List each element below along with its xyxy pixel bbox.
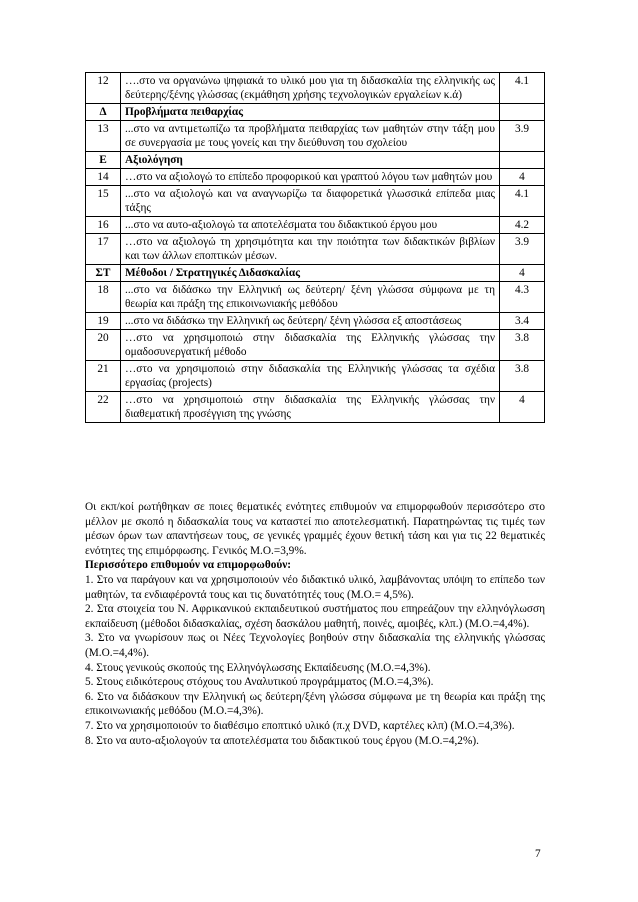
table-row — [86, 169, 545, 186]
row-number: 12 — [86, 73, 121, 104]
row-score: 3.9 — [500, 121, 545, 152]
row-number: Δ — [86, 104, 121, 121]
table-row — [86, 361, 545, 392]
row-description: …στο να αξιολογώ τη χρησιμότητα και την ποιότητα των διδακτικών βιβλίων και των άλλων εποπτικών μέσων. — [121, 234, 500, 265]
row-number: ΣΤ — [86, 265, 121, 282]
table-row — [86, 330, 545, 361]
row-score: 3.9 — [500, 234, 545, 265]
row-score: 4.2 — [500, 217, 545, 234]
row-number: 22 — [86, 392, 121, 423]
list-item: 2. Στα στοιχεία του Ν. Αφρικανικού εκπαιδευτικού συστήματος που επηρεάζουν την ελληνόγλωσση εκπαίδευση (μέθοδοι διδασκαλίας, σχέση δασκάλου μαθητή, ποινές, αμοιβές, κλπ.) (Μ.Ο.=4,4%). — [85, 603, 545, 630]
section-row — [86, 104, 545, 121]
row-score — [500, 104, 545, 121]
row-score: 3.8 — [500, 361, 545, 392]
row-number: Ε — [86, 152, 121, 169]
list-item: 5. Στους ειδικότερους στόχους του Αναλυτικού προγράμματος (Μ.Ο.=4,3%). — [85, 676, 434, 689]
row-score: 4 — [500, 392, 545, 423]
row-score: 4.1 — [500, 73, 545, 104]
table-row — [86, 392, 545, 423]
row-number: 16 — [86, 217, 121, 234]
section-row — [86, 152, 545, 169]
section-heading: Περισσότερο επιθυμούν να επιμορφωθούν: — [85, 559, 292, 572]
table-row — [86, 121, 545, 152]
list-item: 1. Στο να παράγουν και να χρησιμοποιούν νέο διδακτικό υλικό, λαμβάνοντας υπόψη το επίπεδο των μαθητών, τα ενδιαφέροντά τους και τις δυνατότητές τους (Μ.Ο.= 4,5%). — [85, 573, 545, 601]
table-row — [86, 73, 545, 104]
list-item: 3. Στο να γνωρίσουν πως οι Νέες Τεχνολογίες βοηθούν στην διδασκαλία της ελληνικής γλώσσας (Μ.Ο.=4,4%). — [85, 632, 545, 659]
table-row — [86, 282, 545, 313]
row-description: …στο να χρησιμοποιώ στην διδασκαλία της Ελληνικής γλώσσας την διαθεματική προσέγγιση της γνώσης — [121, 392, 500, 423]
row-number: 14 — [86, 169, 121, 186]
table-row — [86, 234, 545, 265]
row-number: 19 — [86, 313, 121, 330]
survey-table — [85, 72, 545, 423]
row-number: 20 — [86, 330, 121, 361]
table-row — [86, 217, 545, 234]
list-item: 7. Στο να χρησιμοποιούν το διαθέσιμο εποπτικό υλικό (π.χ DVD, καρτέλες κλπ) (Μ.Ο.=4,3%). — [85, 719, 515, 732]
row-score: 3.8 — [500, 330, 545, 361]
list-item: 8. Στο να αυτο-αξιολογούν τα αποτελέσματα του διδακτικού τους έργου (Μ.Ο.=4,2%). — [85, 734, 479, 747]
row-number: 13 — [86, 121, 121, 152]
survey-table-body — [86, 73, 545, 423]
row-number: 21 — [86, 361, 121, 392]
section-row — [86, 265, 545, 282]
row-description: Προβλήματα πειθαρχίας — [121, 104, 500, 121]
table-row — [86, 186, 545, 217]
row-score: 3.4 — [500, 313, 545, 330]
row-description: Αξιολόγηση — [121, 152, 500, 169]
row-number: 17 — [86, 234, 121, 265]
body-text — [85, 500, 545, 748]
intro-paragraph: Οι εκπ/κοί ρωτήθηκαν σε ποιες θεματικές ενότητες επιθυμούν να επιμορφωθούν περισσότερο στο μέλλον με σκοπό η διδασκαλία τους να καταστεί πιο αποτελεσματική. Παρατηρώντας τις τιμές των μέσων όρων των απαντήσεων τους, σε γενικές γραμμές έχουν θετική τάση και για τις 22 θεματικές ενότητες της επιμόρφωσης. Γενικός Μ.Ο.=3,9%. — [85, 501, 545, 557]
row-score: 4 — [500, 169, 545, 186]
row-description: ...στο να αξιολογώ και να αναγνωρίζω τα διαφορετικά γλωσσικά επίπεδα μιας τάξης — [121, 186, 500, 217]
row-description: ...στο να αντιμετωπίζω τα προβλήματα πειθαρχίας των μαθητών στην τάξη μου σε συνεργασία με τους γονείς και την διεύθυνση του σχολείου — [121, 121, 500, 152]
row-score: 4.1 — [500, 186, 545, 217]
row-description: ...στο να αυτο-αξιολογώ τα αποτελέσματα του διδακτικού έργου μου — [121, 217, 500, 234]
row-score: 4 — [500, 265, 545, 282]
page-number: 7 — [535, 848, 541, 860]
row-description: ...στο να διδάσκω την Ελληνική ως δεύτερη/ ξένη γλώσσα σύμφωνα με τη θεωρία και πράξη της επικοινωνιακής μεθόδου — [121, 282, 500, 313]
row-score: 4.3 — [500, 282, 545, 313]
row-score — [500, 152, 545, 169]
ranked-list — [85, 573, 545, 748]
row-description: Μέθοδοι / Στρατηγικές Διδασκαλίας — [121, 265, 500, 282]
row-description: …στο να χρησιμοποιώ στην διδασκαλία της Ελληνικής γλώσσας τα σχέδια εργασίας (projects) — [121, 361, 500, 392]
row-number: 15 — [86, 186, 121, 217]
list-item: 6. Στο να διδάσκουν την Ελληνική ως δεύτερη/ξένη γλώσσα σύμφωνα με τη θεωρία και πράξη της επικοινωνιακής μεθόδου (Μ.Ο.=4,3%). — [85, 690, 545, 718]
row-description: ...στο να διδάσκω την Ελληνική ως δεύτερη/ ξένη γλώσσα εξ αποστάσεως — [121, 313, 500, 330]
row-description: …στο να χρησιμοποιώ στην διδασκαλία της Ελληνικής γλώσσας την ομαδοσυνεργατική μέθοδο — [121, 330, 500, 361]
list-item: 4. Στους γενικούς σκοπούς της Ελληνόγλωσσης Εκπαίδευσης (Μ.Ο.=4,3%). — [85, 661, 431, 674]
row-description: …στο να αξιολογώ το επίπεδο προφορικού και γραπτού λόγου των μαθητών μου — [121, 169, 500, 186]
row-description: ….στο να οργανώνω ψηφιακά το υλικό μου για τη διδασκαλία της ελληνικής ως δεύτερης/ξένης γλώσσας (εκμάθηση χρήσης τεχνολογικών εργαλείων κ.ά) — [121, 73, 500, 104]
row-number: 18 — [86, 282, 121, 313]
table-row — [86, 313, 545, 330]
